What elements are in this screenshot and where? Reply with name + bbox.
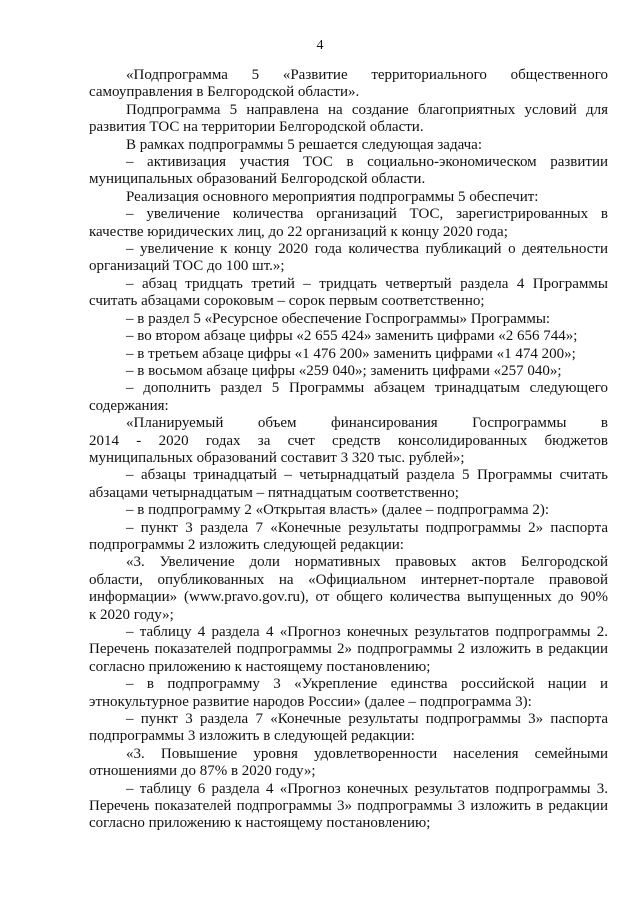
text-line: отношениями до 87% в 2020 году»; <box>89 763 316 780</box>
text-line: подпрограммы 3 изложить в следующей редакции: <box>89 728 415 745</box>
text-line: – пункт 3 раздела 7 «Конечные результаты подпрограммы 3» паспорта <box>126 711 608 728</box>
text-line: согласно приложению к настоящему постановлению; <box>89 815 431 832</box>
paragraph-subprogram3-item3 <box>89 711 608 728</box>
text-line: – в раздел 5 «Ресурсное обеспечение Госпрограммы» Программы: <box>126 310 551 327</box>
paragraph-subprogram5-goal-cont <box>89 119 608 136</box>
paragraph-tos-count-cont <box>89 224 608 241</box>
text-line: – дополнить раздел 5 Программы абзацем тринадцатым следующего <box>126 380 608 397</box>
text-line: – в восьмом абзаце цифры «259 040»; заменить цифрами «257 040»; <box>126 362 562 379</box>
paragraph-task <box>89 154 608 171</box>
text-line: муниципальных образований составит 3 320 тыс. рублей»; <box>89 449 465 466</box>
text-line: этнокультурное развитие народов России» (далее – подпрограмма 3): <box>89 693 532 710</box>
text-line: 2014 - 2020 годах за счет средств консолидированных бюджетов <box>89 432 608 449</box>
text-line: «Подпрограмма 5 «Развитие территориального общественного <box>126 67 608 83</box>
text-line: самоуправления в Белгородской области». <box>89 84 360 101</box>
paragraph-implementation <box>89 189 608 206</box>
text-line: В рамках подпрограммы 5 решается следующая задача: <box>126 136 483 153</box>
paragraph-subprogram2-item3 <box>89 520 608 537</box>
text-line: – таблицу 6 раздела 4 «Прогноз конечных результатов подпрограммы 3. <box>126 780 608 797</box>
paragraph-section4-renumber-cont <box>89 293 608 310</box>
paragraph-table6-cont <box>89 798 608 815</box>
text-line: подпрограммы 2 изложить следующей редакции: <box>89 536 404 553</box>
text-line: – в третьем абзаце цифры «1 476 200» заменить цифрами «1 474 200»; <box>126 345 576 362</box>
paragraph-publications <box>89 241 608 258</box>
paragraph-subprogram3-cont <box>89 694 608 711</box>
text-line: качестве юридических лиц, до 22 организаций к концу 2020 года; <box>89 223 508 240</box>
paragraph-subprogram5-goal <box>89 102 608 119</box>
text-line: абзацами четырнадцатым – пятнадцатым соответственно; <box>89 484 459 501</box>
text-line: Реализация основного мероприятия подпрограммы 5 обеспечит: <box>126 188 539 205</box>
paragraph-section5-third <box>89 346 608 363</box>
paragraph-legal-acts <box>89 554 608 571</box>
paragraph-tos-count <box>89 206 608 223</box>
text-line: – пункт 3 раздела 7 «Конечные результаты подпрограммы 2» паспорта <box>126 519 608 536</box>
paragraph-legal-acts-cont3 <box>89 607 608 624</box>
text-line: Подпрограмма 5 направлена на создание благоприятных условий для <box>126 101 608 118</box>
paragraph-subprogram5-title-cont <box>89 84 608 101</box>
paragraph-family-satisfaction-cont <box>89 763 608 780</box>
text-line: – увеличение количества организаций ТОС, зарегистрированных в <box>126 206 608 223</box>
paragraph-section5-second <box>89 328 608 345</box>
document-body <box>89 67 608 833</box>
paragraph-subprogram3-item3-cont <box>89 728 608 745</box>
paragraph-section5-eighth <box>89 363 608 380</box>
paragraph-section5-renumber-cont <box>89 485 608 502</box>
text-line: – таблицу 4 раздела 4 «Прогноз конечных результатов подпрограммы 2. <box>126 624 608 640</box>
text-line: считать абзацами сороковым – сорок первым соответственно; <box>89 293 485 310</box>
paragraph-legal-acts-cont <box>89 572 608 589</box>
text-line: Перечень показателей подпрограммы 3» подпрограммы 3 изложить в редакции <box>89 798 608 815</box>
paragraph-table4-cont <box>89 641 608 658</box>
text-line: содержания: <box>89 397 169 414</box>
paragraph-legal-acts-cont2 <box>89 589 608 606</box>
paragraph-section5 <box>89 311 608 328</box>
paragraph-subprogram5-title <box>89 67 608 84</box>
text-line: области, опубликованных на «Официальном интернет-портале правовой <box>89 571 608 588</box>
paragraph-section5-add-cont <box>89 398 608 415</box>
paragraph-table4 <box>89 624 608 641</box>
paragraph-table6 <box>89 781 608 798</box>
text-line: согласно приложению к настоящему постановлению; <box>89 658 431 675</box>
text-line: – увеличение к концу 2020 года количества публикаций о деятельности <box>126 241 608 258</box>
text-line: развития ТОС на территории Белгородской области. <box>89 119 424 136</box>
text-line: – во втором абзаце цифры «2 655 424» заменить цифрами «2 656 744»; <box>126 328 578 345</box>
paragraph-financing-cont2 <box>89 450 608 467</box>
text-line: к 2020 году»; <box>89 606 174 623</box>
paragraph-subprogram2 <box>89 502 608 519</box>
paragraph-financing-cont <box>89 433 608 450</box>
text-line: Перечень показателей подпрограммы 2» подпрограммы 2 изложить в редакции <box>89 641 608 658</box>
paragraph-table6-cont2 <box>89 815 608 832</box>
paragraph-section5-renumber <box>89 467 608 484</box>
paragraph-subprogram2-item3-cont <box>89 537 608 554</box>
text-line: – абзац тридцать третий – тридцать четвертый раздела 4 Программы <box>126 275 608 292</box>
text-line: муниципальных образований Белгородской области. <box>89 171 426 188</box>
paragraph-subprogram3 <box>89 676 608 693</box>
paragraph-task-cont <box>89 171 608 188</box>
text-line: информации» (www.pravo.gov.ru), от общего количества выпущенных до 90% <box>89 589 608 606</box>
text-line: – активизация участия ТОС в социально-экономическом развитии <box>126 154 608 171</box>
text-line: – в подпрограмму 2 «Открытая власть» (далее – подпрограмма 2): <box>126 502 549 519</box>
paragraph-family-satisfaction <box>89 746 608 763</box>
text-line: – в подпрограмму 3 «Укрепление единства российской нации и <box>126 676 608 693</box>
paragraph-financing <box>89 415 608 432</box>
page-number: 4 <box>316 38 324 53</box>
paragraph-section4-renumber <box>89 276 608 293</box>
paragraph-task-intro <box>89 137 608 154</box>
paragraph-publications-cont <box>89 258 608 275</box>
text-line: «Планируемый объем финансирования Госпрограммы в <box>126 415 608 432</box>
text-line: – абзацы тринадцатый – четырнадцатый раздела 5 Программы считать <box>126 467 608 484</box>
text-line: «3. Повышение уровня удовлетворенности населения семейными <box>126 745 608 762</box>
text-line: «3. Увеличение доли нормативных правовых актов Белгородской <box>126 554 608 571</box>
paragraph-table4-cont2 <box>89 659 608 676</box>
text-line: организаций ТОС до 100 шт.»; <box>89 258 285 275</box>
paragraph-section5-add <box>89 380 608 397</box>
